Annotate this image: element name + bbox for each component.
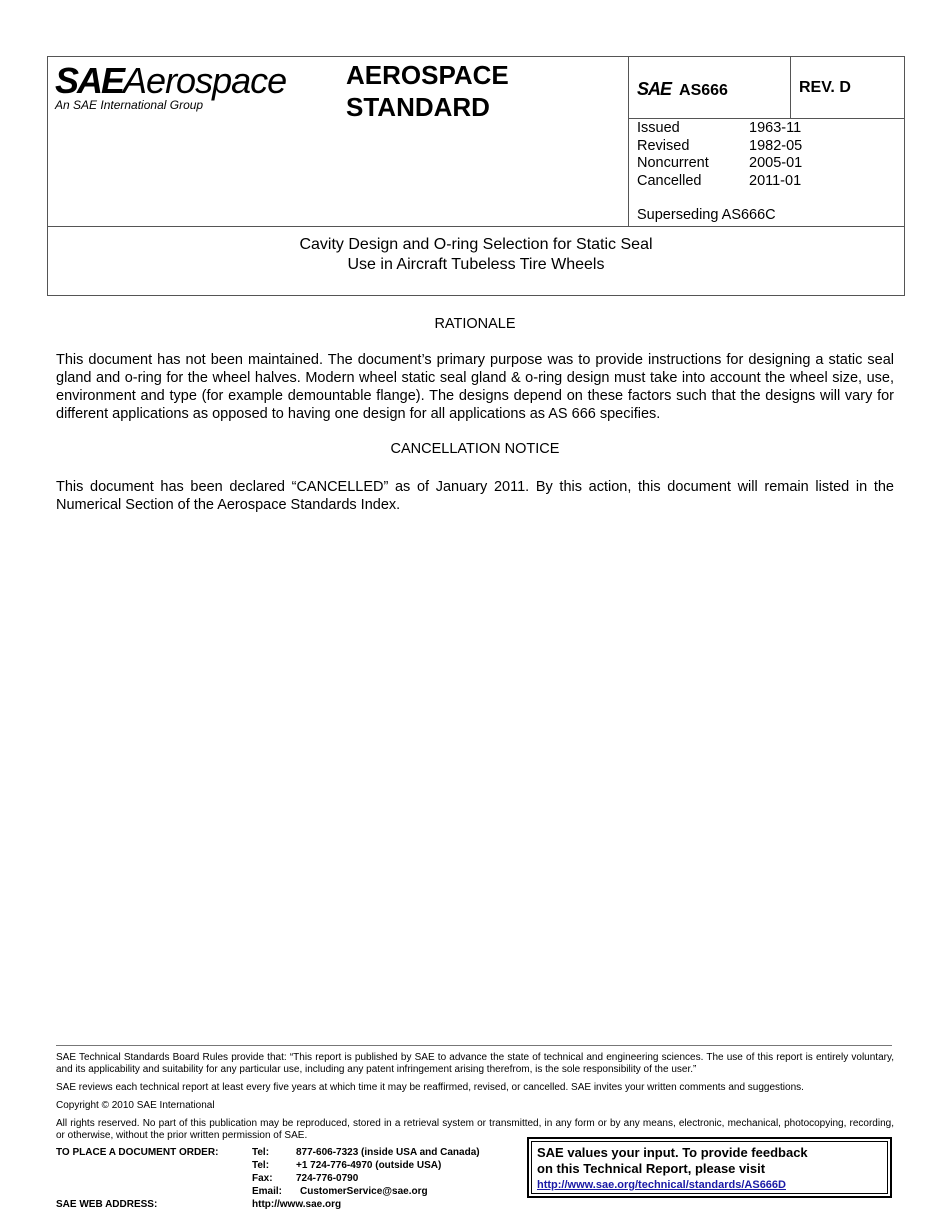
cancellation-heading: CANCELLATION NOTICE: [390, 441, 560, 457]
date-value: 2005-01: [749, 155, 803, 171]
document-number-row: [629, 57, 905, 119]
contact-line: [252, 1159, 480, 1172]
review-notice: SAE reviews each technical report at least every five years at which time it may be reaffirmed, revised, or cancelled. SAE invites your written comments and suggestions.: [56, 1082, 804, 1093]
rationale-text: This document has not been maintained. The document’s primary purpose was to provide instructions for designing a static seal gland and o-ring for the wheel halves. Modern wheel static seal gland & o-ring design must take into account the wheel size, use, environment and type (for example demountable flange). The designs depend on these factors such that the designs will vary for different applications as opposed to having one design for all applications as AS 666 specifies.: [56, 352, 894, 422]
standard-line-2: STANDARD: [346, 92, 490, 122]
feedback-line-2: on this Technical Report, please visit: [537, 1161, 766, 1176]
logo-brand: SAE: [55, 60, 124, 101]
document-number: [637, 79, 728, 100]
revision-label: REV. D: [799, 79, 851, 96]
date-label: Revised: [637, 137, 690, 154]
date-label: Issued: [637, 120, 680, 136]
date-row-revised: [637, 138, 802, 156]
board-rules-notice: SAE Technical Standards Board Rules provide that: “This report is published by SAE to advance the state of technical and engineering sciences. The use of this report is entirely voluntary, and its applicability and suitability for any particular use, including any patent infringement arising therefrom, is the sole responsibility of the user.”: [56, 1052, 894, 1075]
feedback-line-1: SAE values your input. To provide feedback: [537, 1145, 808, 1160]
date-row-issued: [637, 120, 802, 138]
logo-word: Aerospace: [123, 60, 287, 101]
logo-wordmark: [55, 61, 286, 101]
contact-value: 724-776-0790: [296, 1173, 359, 1184]
logo-tagline: An SAE International Group: [55, 98, 204, 112]
contact-key: Tel:: [252, 1160, 270, 1171]
date-label: Cancelled: [637, 172, 702, 189]
document-info-panel: [628, 57, 905, 227]
cancellation-text: This document has been declared “CANCELLED” as of January 2011. By this action, this document will remain listed in the Numerical Section of the Aerospace Standards Index.: [56, 479, 894, 513]
sae-aerospace-logo: [55, 61, 286, 112]
sae-mini-logo: SAE: [637, 79, 672, 99]
contact-lines: [252, 1146, 480, 1198]
contact-line: [252, 1172, 480, 1185]
superseding-note: Superseding AS666C: [637, 207, 776, 223]
contact-line: [252, 1185, 480, 1198]
footer-divider: [56, 1045, 892, 1046]
web-address-label: SAE WEB ADDRESS:: [56, 1199, 158, 1210]
copyright-notice: Copyright © 2010 SAE International: [56, 1100, 215, 1111]
rationale-heading: RATIONALE: [434, 316, 516, 332]
header-top-row: [48, 57, 904, 227]
contact-value: 877-606-7323 (inside USA and Canada): [296, 1147, 480, 1158]
title-line-1: Cavity Design and O-ring Selection for Static Seal: [299, 236, 653, 253]
date-row-noncurrent: [637, 155, 802, 173]
document-dates: [637, 120, 802, 225]
feedback-box-inner: [531, 1141, 888, 1194]
date-value: 1982-05: [749, 137, 803, 154]
standard-type-heading: [346, 59, 606, 123]
revision-cell: [790, 57, 906, 119]
feedback-link[interactable]: http://www.sae.org/technical/standards/AS666D: [537, 1179, 786, 1191]
date-value: 1963-11: [749, 120, 802, 136]
contact-email[interactable]: CustomerService@sae.org: [300, 1186, 428, 1197]
rights-notice: All rights reserved. No part of this publication may be reproduced, stored in a retrieval system or transmitted, in any form or by any means, electronic, mechanical, photocopying, recording, or otherwise, without the prior written permission of SAE.: [56, 1118, 894, 1141]
contact-key: Fax:: [252, 1173, 273, 1184]
date-value: 2011-01: [749, 172, 802, 189]
contact-key: Email:: [252, 1186, 283, 1197]
document-title: [48, 235, 904, 275]
order-label: TO PLACE A DOCUMENT ORDER:: [56, 1147, 219, 1158]
feedback-box: [527, 1137, 892, 1198]
document-number-value: AS666: [679, 82, 728, 99]
contact-line: [252, 1146, 480, 1159]
web-address-link[interactable]: http://www.sae.org: [252, 1199, 342, 1210]
contact-value: +1 724-776-4970 (outside USA): [296, 1160, 442, 1171]
document-header: [47, 56, 905, 296]
title-line-2: Use in Aircraft Tubeless Tire Wheels: [347, 256, 605, 273]
standard-line-1: AEROSPACE: [346, 60, 509, 90]
contact-key: Tel:: [252, 1147, 270, 1158]
date-label: Noncurrent: [637, 155, 709, 171]
date-row-cancelled: [637, 173, 802, 191]
